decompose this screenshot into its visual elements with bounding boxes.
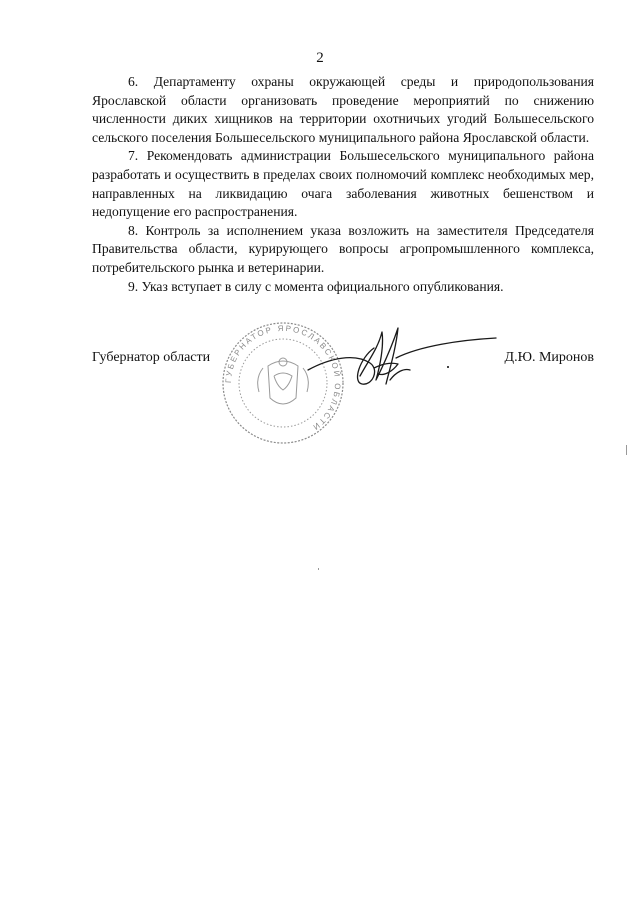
signatory-title: Губернатор области bbox=[92, 350, 211, 365]
paragraph-9: 9. Указ вступает в силу с момента официального опубликования. bbox=[128, 278, 504, 294]
page-number: 2 bbox=[316, 50, 324, 66]
paragraph-8: 8. Контроль за исполнением указа возложить на заместителя Председателя Правительства области, курирующего вопросы агропромышленного комплекса, потребительского рынка и ветеринарии. bbox=[92, 222, 594, 275]
scan-speck bbox=[626, 445, 627, 455]
decree-body bbox=[92, 73, 594, 296]
scan-speck bbox=[318, 568, 319, 570]
paragraph-6: 6. Департаменту охраны окружающей среды и природопользования Ярославской области организовать проведение мероприятий по снижению численности диких хищников на территории охотничьих угодий Большесельского сельского поселения Большесельского муниципального района Ярославской области. bbox=[92, 74, 594, 145]
paragraph-7: 7. Рекомендовать администрации Большесельского муниципального района разработать и осуществить в пределах своих полномочий комплекс необходимых мер, направленных на ликвидацию очага заболевания животных бешенством и недопущение его распространения. bbox=[92, 148, 594, 220]
stray-mark bbox=[447, 366, 449, 368]
seal-text: ГУБЕРНАТОР ЯРОСЛАВСКОЙ ОБЛАСТИ bbox=[223, 323, 343, 433]
signatory-name: Д.Ю. Миронов bbox=[504, 350, 594, 365]
handwritten-signature bbox=[300, 318, 500, 408]
